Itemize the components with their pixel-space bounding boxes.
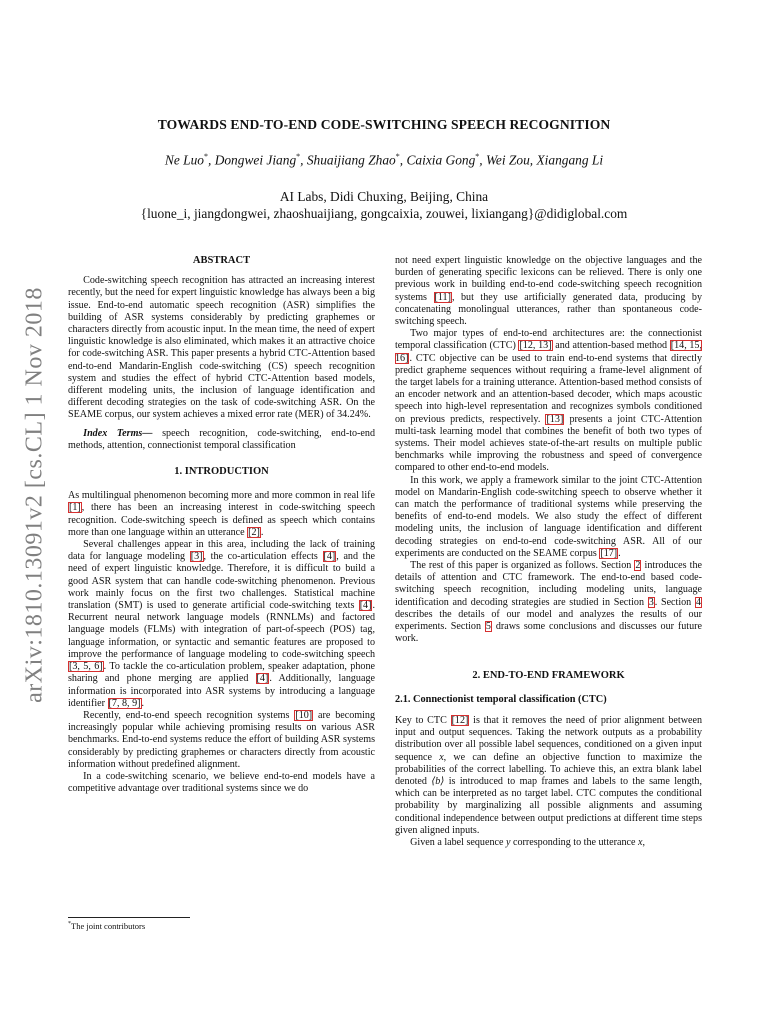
math-symbol: y	[506, 836, 511, 848]
text-run: The rest of this paper is organized as follows. Section	[410, 560, 635, 572]
abstract-heading: ABSTRACT	[192, 255, 251, 266]
text-run: . CTC objective can be used to train end-to-end systems that directly predict grapheme sequences without requiring a frame-level alignment of the target labels for a training utterance. Attention-based method consists of an encoder network and an attention-based decoder, which maps acoustic speech into high-level representation and recognizes symbols conditioned on previous predicts, respectively.	[395, 352, 702, 425]
text-run: .	[141, 697, 145, 709]
abstract-text: Code-switching speech recognition has attracted an increasing interest recently, but the need for expert linguistic knowledge has always been a big issue. End-to-end automatic speech recognition (ASR) simplifies the building of ASR systems considerably by predicting graphemes or characters directly from acoustic input. In the mean time, the need of expert linguistic knowledge is also eliminated, which makes it an attractive choice for code-switching ASR. This paper presents a hybrid CTC-Attention based end-to-end Mandarin-English code-switching (CS) speech recognition system and studies the effect of hybrid CTC-Attention based models, different modeling units, the inclusion of language identification and different decoding strategies on the task of code-switching ASR. On the SEAME corpus, our system achieves a mixed error rate (MER) of 34.24%.	[68, 275, 375, 421]
text-run: As multilingual phenomenon becoming more and more common in real life	[68, 490, 375, 502]
citation-link[interactable]: [3]	[190, 551, 203, 563]
math-symbol: x	[439, 751, 444, 763]
citation-link[interactable]: [13]	[546, 413, 564, 425]
text-run: corresponding to the utterance	[510, 836, 639, 848]
math-symbol: x	[638, 836, 643, 848]
citation-link[interactable]: 3	[648, 596, 654, 608]
text-run: In this work, we apply a framework similar to the joint CTC-Attention model on Mandarin-English code-switching speech to observe whether it can match the performance of traditional systems while preserving the benefits of end-to-end models. We also study the effect of different modeling units, the inclusion of language identification and different decoding strategies on end-to-end code-switching ASR. All of our experiments are conducted on the SEAME corpus	[395, 474, 702, 559]
arxiv-identifier	[14, 270, 56, 720]
paragraph	[395, 837, 702, 849]
paragraph	[395, 560, 702, 645]
citation-link[interactable]: [12]	[451, 714, 469, 726]
author-name: Shuaijiang Zhao	[306, 152, 396, 168]
index-terms	[68, 428, 375, 452]
text-run: Key to CTC	[395, 714, 451, 726]
citation-link[interactable]: [4]	[256, 673, 269, 685]
author-name: Xiangang Li	[536, 152, 604, 168]
text-run: is introduced to map frames and labels to the same length, which can be interpreted as no target label. CTC computes the conditional probability by marginalizing all possible alignments and assuming conditional independence between output predictions at different time steps given aligned inputs.	[395, 775, 703, 836]
paragraph	[68, 490, 375, 539]
text-run: are becoming increasingly popular while achieving promising results on various ASR benchmarks. End-to-end systems reduce the effort of building ASR systems considerably by predicting graphemes or characters directly from acoustic information without predefined alignment.	[68, 709, 376, 770]
email-list: {luone_i, jiangdongwei, zhaoshuaijiang, gongcaixia, zouwei, lixiangang}@didiglobal.com	[140, 206, 628, 221]
text-run: , the co-articulation effects	[203, 551, 323, 563]
citation-link[interactable]: [4]	[323, 551, 336, 563]
math-symbol: ⟨b⟩	[431, 775, 445, 787]
paper-title: TOWARDS END-TO-END CODE-SWITCHING SPEECH RECOGNITION	[157, 117, 611, 132]
author-name: Wei Zou	[485, 152, 530, 168]
text-run: describes the details of our model and analyzes the results of our experiments. Section	[395, 608, 702, 633]
author-name: Dongwei Jiang	[214, 152, 297, 168]
text-run: draws some conclusions and discusses our future work.	[395, 621, 702, 645]
footnote-text: The joint contributors	[71, 921, 146, 931]
author-mark: *	[203, 152, 208, 161]
citation-link[interactable]: [7, 8, 9]	[108, 697, 141, 709]
text-run: is that it removes the need of prior alignment between input and output sequences. Taking the network outputs as a probability distribution over all possible label sequences, conditioned on a given input sequence	[395, 714, 702, 763]
citation-link[interactable]: [10]	[295, 709, 313, 721]
paragraph	[68, 771, 375, 795]
section-heading-framework: 2. END-TO-END FRAMEWORK	[472, 669, 625, 681]
paragraph	[68, 539, 375, 710]
citation-link[interactable]: [17]	[600, 547, 618, 559]
citation-link[interactable]: [14, 15, 16]	[395, 340, 702, 364]
left-column	[68, 255, 375, 795]
section-heading-introduction: 1. INTRODUCTION	[174, 466, 269, 478]
text-run: . Recurrent neural network language models (RNNLMs) and factored language models (FLMs) with integration of part-of-speech (POS) tag, language information, or syntactic and semantic features are proposed to improve the performance of language modeling to code-switching speech	[68, 600, 375, 660]
citation-link[interactable]: [12, 13]	[519, 340, 552, 352]
index-terms-label: Index Terms—	[83, 427, 153, 439]
text-run: introduces the details of attention and CTC framework. The end-to-end based code-switching speech recognition, including modeling units, language identification and decoding strategies are studied in Section	[395, 560, 702, 608]
paragraph	[395, 715, 702, 837]
footnote-rule	[68, 917, 190, 918]
text-run: . To tackle the co-articulation problem, speaker adaptation, phone sharing and phone merging are applied	[68, 661, 375, 685]
text-run: presents a joint CTC-Attention multi-task learning model that combines the benefit of both two types of systems. Their model achieves state-of-the-art results on multiple public benchmarks while improving the robustness and speed of convergence compared to other end-to-end models.	[395, 413, 703, 474]
citation-link[interactable]: [1]	[69, 502, 81, 514]
paragraph	[68, 710, 375, 771]
author-list: Ne Luo*, Dongwei Jiang*, Shuaijiang Zhao*, Caixia Gong*, Wei Zou, Xiangang Li	[164, 152, 604, 168]
arxiv-id-text: arXiv:1810.13091v2 [cs.CL] 1 Nov 2018	[21, 287, 48, 703]
text-run: In a code-switching scenario, we believe end-to-end models have a competitive advantage over traditional systems since we do	[68, 770, 375, 795]
author-name: Ne Luo	[164, 152, 204, 168]
text-run: and attention-based method	[552, 340, 670, 352]
text-run: . Section	[654, 596, 695, 608]
text-run: Recently, end-to-end speech recognition systems	[83, 709, 295, 721]
text-run: Several challenges appear in this area, including the lack of training data for language modeling	[68, 539, 375, 563]
citation-link[interactable]: [4]	[359, 600, 372, 612]
text-run: .	[260, 526, 264, 538]
paragraph	[395, 475, 702, 560]
text-run: .	[618, 547, 621, 559]
footnote-mark: *	[68, 921, 71, 928]
text-run: , there has been an increasing interest in code-switching speech recognition. Code-switching speech is defined as speech which contains more than one language within an utterance	[68, 502, 375, 538]
paragraph	[395, 255, 702, 328]
affiliation: AI Labs, Didi Chuxing, Beijing, China	[279, 189, 489, 204]
citation-link[interactable]: [3, 5, 6]	[69, 661, 103, 673]
citation-link[interactable]: [11]	[434, 291, 451, 303]
author-mark: *	[296, 152, 301, 161]
right-column	[395, 255, 702, 849]
text-run: . Additionally, language information is incorporated into ASR systems by introducing a language identifier	[68, 673, 375, 709]
index-terms-text: speech recognition, code-switching, end-to-end methods, attention, connectionist temporal classification	[68, 427, 375, 451]
text-run: ,	[642, 836, 646, 848]
citation-link[interactable]: 2	[635, 560, 641, 572]
author-name: Caixia Gong	[406, 152, 476, 168]
paragraph	[395, 328, 702, 474]
citation-link[interactable]: [2]	[248, 526, 260, 538]
citation-link[interactable]: 4	[695, 596, 701, 608]
author-mark: *	[395, 152, 400, 161]
subsection-heading-ctc: 2.1. Connectionist temporal classification (CTC)	[395, 693, 607, 705]
text-run: not need expert linguistic knowledge on the objective languages and the burden of generating specific lexicons can be relieved. There is only one previous work in building end-to-end code-switching speech recognition systems	[395, 255, 702, 303]
author-mark: *	[475, 152, 480, 161]
text-run: , but they use artificially generated data, producing by concatenating monolingual utterances, rather than spontaneous code-switching speech.	[395, 291, 702, 328]
text-run: Two major types of end-to-end architectures are: the connectionist temporal classification (CTC)	[395, 328, 702, 352]
text-run: , and the need of expert linguistic knowledge. Therefore, it is difficult to build a good ASR system that can handle code-switching phenomenon. Previous work mainly focus on the first two challenges. Statistical machine translation (SMT) is used to generate artificial code-switching texts	[68, 551, 375, 612]
text-run: Given a label sequence	[410, 836, 506, 848]
footnote	[68, 917, 375, 931]
text-run: , we can define an objective function to maximize the probabilities of the correct labelling. To achieve this, an extra blank label denoted	[395, 751, 703, 787]
citation-link[interactable]: 5	[485, 621, 491, 633]
